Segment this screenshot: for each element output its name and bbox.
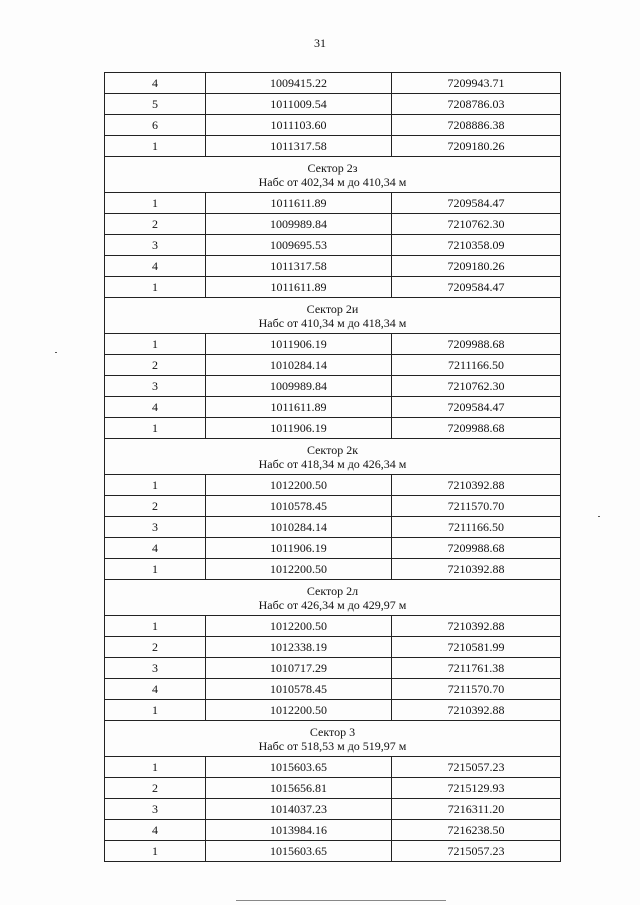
sector-subtitle: Набс от 410,34 м до 418,34 м: [258, 315, 407, 330]
point-number-cell: 1: [105, 757, 206, 778]
coordinates-table-body: [105, 73, 561, 862]
sector-header: [105, 439, 561, 475]
x-coordinate-cell: 1010717.29: [206, 658, 392, 679]
table-row: [105, 214, 561, 235]
y-coordinate-cell: 7210581.99: [392, 637, 561, 658]
point-number-cell: 1: [105, 841, 206, 862]
table-row: [105, 256, 561, 277]
table-row: [105, 538, 561, 559]
y-coordinate-cell: 7211570.70: [392, 496, 561, 517]
table-row: [105, 658, 561, 679]
x-coordinate-cell: 1012200.50: [206, 700, 392, 721]
y-coordinate-cell: 7209584.47: [392, 397, 561, 418]
x-coordinate-cell: 1011906.19: [206, 418, 392, 439]
table-row: [105, 616, 561, 637]
y-coordinate-cell: 7211166.50: [392, 355, 561, 376]
page-number: 31: [314, 36, 326, 50]
sector-header: [105, 298, 561, 334]
y-coordinate-cell: 7209584.47: [392, 193, 561, 214]
point-number-cell: 1: [105, 277, 206, 298]
coordinates-table: [104, 72, 561, 862]
y-coordinate-cell: 7208886.38: [392, 115, 561, 136]
x-coordinate-cell: 1010284.14: [206, 517, 392, 538]
y-coordinate-cell: 7211761.38: [392, 658, 561, 679]
point-number-cell: 1: [105, 475, 206, 496]
sector-header-row: [105, 580, 561, 616]
x-coordinate-cell: 1015603.65: [206, 841, 392, 862]
point-number-cell: 4: [105, 538, 206, 559]
x-coordinate-cell: 1010578.45: [206, 496, 392, 517]
y-coordinate-cell: 7209943.71: [392, 73, 561, 94]
x-coordinate-cell: 1011317.58: [206, 136, 392, 157]
table-row: [105, 235, 561, 256]
y-coordinate-cell: 7209988.68: [392, 538, 561, 559]
y-coordinate-cell: 7209988.68: [392, 418, 561, 439]
table-row: [105, 334, 561, 355]
x-coordinate-cell: 1011906.19: [206, 334, 392, 355]
point-number-cell: 4: [105, 679, 206, 700]
point-number-cell: 2: [105, 496, 206, 517]
point-number-cell: 3: [105, 517, 206, 538]
y-coordinate-cell: 7211166.50: [392, 517, 561, 538]
scan-edge-line: [236, 900, 446, 901]
table-row: [105, 757, 561, 778]
y-coordinate-cell: 7216238.50: [392, 820, 561, 841]
y-coordinate-cell: 7210762.30: [392, 376, 561, 397]
x-coordinate-cell: 1014037.23: [206, 799, 392, 820]
x-coordinate-cell: 1009695.53: [206, 235, 392, 256]
table-row: [105, 418, 561, 439]
y-coordinate-cell: 7215057.23: [392, 757, 561, 778]
point-number-cell: 1: [105, 616, 206, 637]
sector-header-row: [105, 721, 561, 757]
y-coordinate-cell: 7215129.93: [392, 778, 561, 799]
point-number-cell: 6: [105, 115, 206, 136]
y-coordinate-cell: 7209584.47: [392, 277, 561, 298]
sector-subtitle: Набс от 418,34 м до 426,34 м: [258, 456, 407, 471]
x-coordinate-cell: 1009415.22: [206, 73, 392, 94]
point-number-cell: 3: [105, 376, 206, 397]
point-number-cell: 1: [105, 334, 206, 355]
x-coordinate-cell: 1011906.19: [206, 538, 392, 559]
sector-title: Сектор 2и: [306, 301, 359, 316]
table-row: [105, 700, 561, 721]
point-number-cell: 2: [105, 214, 206, 235]
point-number-cell: 1: [105, 700, 206, 721]
y-coordinate-cell: 7210762.30: [392, 214, 561, 235]
sector-header: [105, 580, 561, 616]
y-coordinate-cell: 7215057.23: [392, 841, 561, 862]
sector-header: [105, 721, 561, 757]
point-number-cell: 5: [105, 94, 206, 115]
x-coordinate-cell: 1011611.89: [206, 397, 392, 418]
y-coordinate-cell: 7210392.88: [392, 475, 561, 496]
y-coordinate-cell: 7210392.88: [392, 559, 561, 580]
table-row: [105, 841, 561, 862]
table-row: [105, 496, 561, 517]
sector-title: Сектор 2з: [307, 160, 358, 175]
table-row: [105, 193, 561, 214]
sector-subtitle: Набс от 518,53 м до 519,97 м: [258, 738, 407, 753]
y-coordinate-cell: 7209180.26: [392, 136, 561, 157]
point-number-cell: 4: [105, 256, 206, 277]
table-row: [105, 778, 561, 799]
table-row: [105, 115, 561, 136]
sector-header: [105, 157, 561, 193]
y-coordinate-cell: 7209180.26: [392, 256, 561, 277]
table-row: [105, 799, 561, 820]
table-row: [105, 136, 561, 157]
sector-title: Сектор 3: [309, 724, 356, 739]
point-number-cell: 4: [105, 820, 206, 841]
x-coordinate-cell: 1011009.54: [206, 94, 392, 115]
table-row: [105, 73, 561, 94]
sector-subtitle: Набс от 402,34 м до 410,34 м: [258, 174, 407, 189]
y-coordinate-cell: 7210392.88: [392, 700, 561, 721]
sector-title: Сектор 2л: [306, 583, 359, 598]
y-coordinate-cell: 7211570.70: [392, 679, 561, 700]
sector-subtitle: Набс от 426,34 м до 429,97 м: [258, 597, 407, 612]
sector-header-row: [105, 157, 561, 193]
x-coordinate-cell: 1013984.16: [206, 820, 392, 841]
x-coordinate-cell: 1009989.84: [206, 376, 392, 397]
point-number-cell: 3: [105, 658, 206, 679]
point-number-cell: 2: [105, 355, 206, 376]
point-number-cell: 3: [105, 799, 206, 820]
table-row: [105, 637, 561, 658]
x-coordinate-cell: 1010284.14: [206, 355, 392, 376]
x-coordinate-cell: 1012200.50: [206, 475, 392, 496]
point-number-cell: 1: [105, 136, 206, 157]
point-number-cell: 2: [105, 637, 206, 658]
table-row: [105, 517, 561, 538]
y-coordinate-cell: 7209988.68: [392, 334, 561, 355]
point-number-cell: 4: [105, 73, 206, 94]
y-coordinate-cell: 7208786.03: [392, 94, 561, 115]
table-row: [105, 355, 561, 376]
y-coordinate-cell: 7210392.88: [392, 616, 561, 637]
x-coordinate-cell: 1012200.50: [206, 616, 392, 637]
table-row: [105, 376, 561, 397]
x-coordinate-cell: 1012200.50: [206, 559, 392, 580]
x-coordinate-cell: 1015656.81: [206, 778, 392, 799]
table-row: [105, 277, 561, 298]
x-coordinate-cell: 1011611.89: [206, 193, 392, 214]
x-coordinate-cell: 1009989.84: [206, 214, 392, 235]
x-coordinate-cell: 1011611.89: [206, 277, 392, 298]
y-coordinate-cell: 7216311.20: [392, 799, 561, 820]
point-number-cell: 1: [105, 418, 206, 439]
x-coordinate-cell: 1011103.60: [206, 115, 392, 136]
x-coordinate-cell: 1010578.45: [206, 679, 392, 700]
scan-speck: [598, 516, 600, 517]
sector-header-row: [105, 298, 561, 334]
table-row: [105, 820, 561, 841]
table-row: [105, 475, 561, 496]
table-row: [105, 559, 561, 580]
point-number-cell: 1: [105, 193, 206, 214]
y-coordinate-cell: 7210358.09: [392, 235, 561, 256]
table-row: [105, 679, 561, 700]
x-coordinate-cell: 1012338.19: [206, 637, 392, 658]
sector-header-row: [105, 439, 561, 475]
point-number-cell: 2: [105, 778, 206, 799]
sector-title: Сектор 2к: [306, 442, 359, 457]
point-number-cell: 4: [105, 397, 206, 418]
scan-speck: [55, 352, 57, 353]
x-coordinate-cell: 1011317.58: [206, 256, 392, 277]
point-number-cell: 3: [105, 235, 206, 256]
x-coordinate-cell: 1015603.65: [206, 757, 392, 778]
table-row: [105, 94, 561, 115]
point-number-cell: 1: [105, 559, 206, 580]
table-row: [105, 397, 561, 418]
